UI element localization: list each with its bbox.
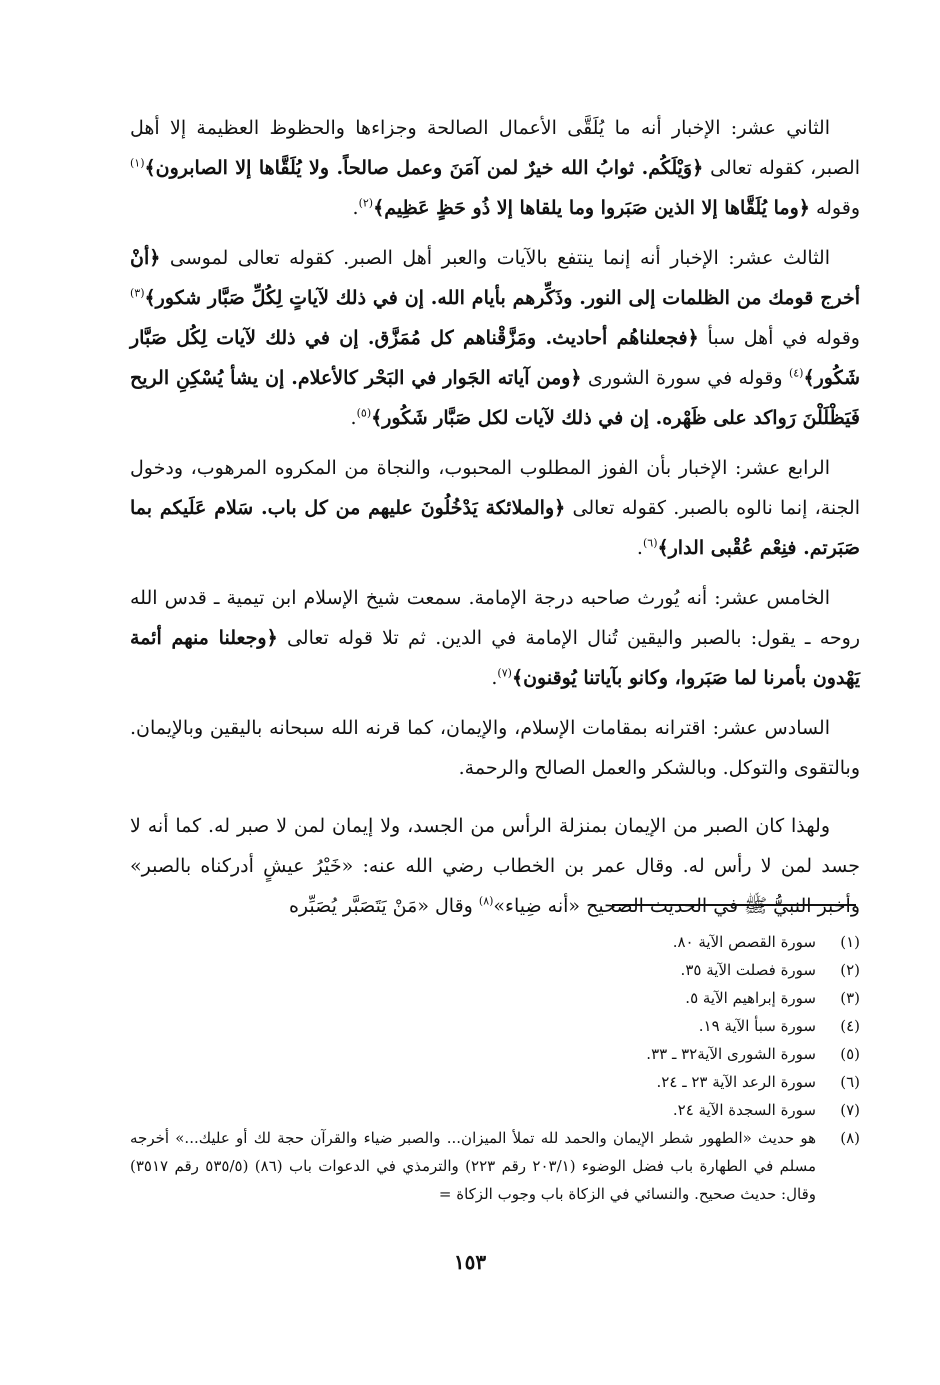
footnote-text: سورة الرعد الآية ٢٣ ـ ٢٤. xyxy=(656,1073,816,1091)
body-text: ولهذا كان الصبر من الإيمان بمنزلة الرأس من الجسد، ولا إيمان لمن لا صبر له. كما أنه لا جسد لمن لا رأس له. وقال عمر بن الخطاب رضي الله عنه: «خَيْرُ عيشٍ أدركناه بالصبر» وأخبر النبيُّ ﷺ في الحديث الصحيح «أنه ضِياء» xyxy=(130,815,860,917)
paragraph xyxy=(130,238,860,438)
footnote-divider xyxy=(612,904,856,906)
quran-quote: ﴿وجعلنا منهم أئمة يَهْدون بأمرنا لما صَبَروا، وكانو بآياتنا يُوقنون﴾ xyxy=(130,627,860,689)
paragraph xyxy=(130,448,860,568)
footnote-text: سورة السجدة الآية ٢٤. xyxy=(672,1101,816,1119)
paragraph xyxy=(130,578,860,698)
paragraph xyxy=(130,806,860,926)
body-text: . xyxy=(636,537,643,559)
quran-quote: ﴿وما يُلَقَّاها إلا الذين صَبَروا وما يلقاها إلا ذُو حَظٍ عَظِيم﴾ xyxy=(373,197,810,219)
footnote-ref: (٦) xyxy=(642,536,658,550)
footnote-number: (٣) xyxy=(840,989,860,1007)
quran-quote: ﴿أنْ أخرج قومك من الظلمات إلى النور. وذَكِّرهم بأيام الله. إن في ذلك لآياتٍ لِكُلِّ صَبَّار شكور﴾ xyxy=(130,247,860,309)
body-text: الرابع عشر: الإخبار بأن الفوز المطلوب المحبوب، والنجاة من المكروه المرهوب، ودخول الجنة، إنما نالوه بالصبر. كقوله تعالى xyxy=(130,457,860,519)
body-text: الخامس عشر: أنه يُورث صاحبه درجة الإمامة. سمعت شيخ الإسلام ابن تيمية ـ قدس الله روحه ـ يقول: بالصبر واليقين تُنال الإمامة في الدين. ثم تلا قوله تعالى xyxy=(130,587,861,649)
footnote xyxy=(130,1040,860,1068)
footnote-number: (٨) xyxy=(840,1129,860,1147)
footnote-number: (١) xyxy=(840,933,860,951)
footnote xyxy=(130,956,860,984)
quran-quote: ﴿فجعلناهُم أحاديث. ومَزَّقْناهم كل مُمَزَّق. إن في ذلك لآيات لِكُل صَبَّار شَكُور﴾ xyxy=(130,327,860,389)
body-text: وقوله في أهل سبأ xyxy=(698,327,860,349)
quran-quote: ﴿ومن آياته الجَوار في البَحْر كالأعلام. إن يشأ يُسْكِنِ الريح فَيَظْلَلْنَ رَواكد على ظَهْره. إن في ذلك لآيات لكل صَبَّار شَكُور﴾ xyxy=(130,367,860,429)
page-number: ١٥٣ xyxy=(453,1250,487,1274)
paragraph xyxy=(130,108,860,228)
quran-quote: ﴿والملائكة يَدْخُلُونَ عليهم من كل باب. سَلام عَلَيكم بما صَبَرتم. فنِعْم عُقْبى الدار﴾ xyxy=(130,497,860,559)
footnotes xyxy=(130,928,860,1208)
footnote-number: (٧) xyxy=(840,1101,860,1119)
footnote-text: هو حديث «الطهور شطر الإيمان والحمد لله تملأ الميزان... والصبر ضياء والقرآن حجة لك أو عليك...» أخرجه مسلم في الطهارة باب فضل الوضوء (٢٠٣/١ رقم ٢٢٣) والترمذي في الدعوات باب (٨٦) (٥٣٥/٥ رقم ٣٥١٧) وقال: حديث صحيح. والنسائي في الزكاة باب وجوب الزكاة = xyxy=(130,1129,816,1203)
footnote-number: (٤) xyxy=(840,1017,860,1035)
footnote-number: (٢) xyxy=(840,961,860,979)
body-text: وقال «مَنْ يَتَصَبَّر يُصَبِّره xyxy=(288,895,479,917)
footnote-text: سورة الشورى الآية٣٢ ـ ٣٣. xyxy=(646,1045,816,1063)
footnote-ref: (٥) xyxy=(356,406,372,420)
footnote xyxy=(130,1124,860,1208)
body-text: وقوله في سورة الشورى xyxy=(581,367,789,389)
footnote-text: سورة القصص الآية ٨٠. xyxy=(672,933,816,951)
body-text: . xyxy=(350,407,357,429)
quran-quote: ﴿وَيْلَكُم. ثوابُ الله خيرٌ لمن آمَنَ وعمل صالحاً. ولا يُلَقَّاها إلا الصابرون﴾ xyxy=(144,157,704,179)
footnote-ref: (٢) xyxy=(358,196,374,210)
footnote-text: سورة فصلت الآية ٣٥. xyxy=(680,961,816,979)
body-text: . xyxy=(352,197,359,219)
footnote-ref: (٣) xyxy=(130,286,145,300)
footnote-ref: (٨) xyxy=(478,894,494,908)
footnote-text: سورة سبأ الآية ١٩. xyxy=(698,1017,816,1035)
body-text: . xyxy=(491,667,498,689)
footnote-number: (٦) xyxy=(840,1073,860,1091)
paragraph xyxy=(130,708,860,788)
footnote xyxy=(130,984,860,1012)
footnote xyxy=(130,1096,860,1124)
footnote xyxy=(130,928,860,956)
body-text: وقوله xyxy=(809,197,860,219)
body-text: السادس عشر: اقترانه بمقامات الإسلام، والإيمان، كما قرنه الله سبحانه باليقين وبالإيمان. وبالتقوى والتوكل. وبالشكر والعمل الصالح والرحمة. xyxy=(130,717,860,779)
body-text: الثاني عشر: الإخبار أنه ما يُلَقَّى الأعمال الصالحة وجزاءها والحظوظ العظيمة إلا أهل الصبر، كقوله تعالى xyxy=(130,117,860,179)
footnote-number: (٥) xyxy=(840,1045,860,1063)
footnote-ref: (١) xyxy=(130,156,145,170)
footnote-ref: (٤) xyxy=(788,366,804,380)
footnote xyxy=(130,1012,860,1040)
footnote-ref: (٧) xyxy=(497,666,512,680)
body-text: الثالث عشر: الإخبار أنه إنما ينتفع بالآيات والعبر أهل الصبر. كقوله تعالى لموسى xyxy=(160,247,830,269)
footnote xyxy=(130,1068,860,1096)
main-text xyxy=(130,108,860,936)
footnote-text: سورة إبراهيم الآية ٥. xyxy=(685,989,816,1007)
